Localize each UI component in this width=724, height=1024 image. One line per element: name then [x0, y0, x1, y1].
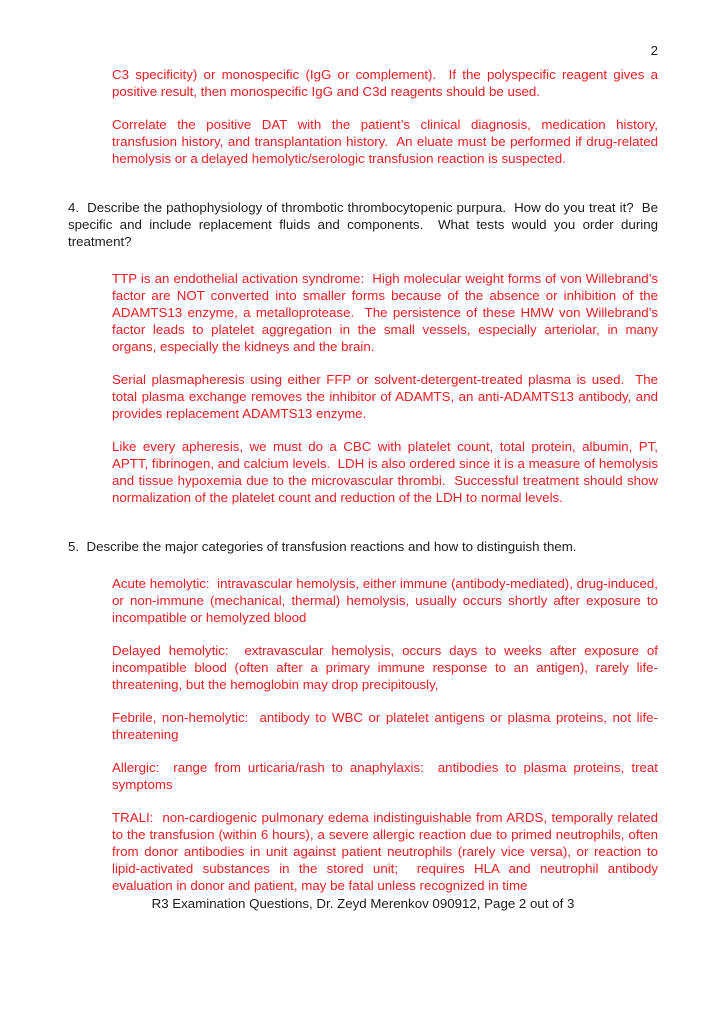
answer-ttp-pathophysiology: TTP is an endothelial activation syndrome: High molecular weight forms of von Willebrand’s factor are NOT converted into smaller forms because of the absence or inhibition of the ADAMTS13 enzyme, a metalloprotease. The persistence of these HMW von Willebrand’s factor leads to platelet aggregation in the small vessels, especially arteriolar, in many organs, especially the kidneys and the brain. — [112, 271, 662, 354]
answer-correlate-dat: Correlate the positive DAT with the patient’s clinical diagnosis, medication history, transfusion history, and transplantation history. An eluate must be performed if drug-related hemolysis or a delayed hemolytic/serologic transfusion reaction is suspected. — [112, 117, 662, 166]
answer-febrile-non-hemolytic: Febrile, non-hemolytic: antibody to WBC or platelet antigens or plasma proteins, not life-threatening — [112, 710, 658, 742]
answer-plasmapheresis-treatment: Serial plasmapheresis using either FFP or solvent-detergent-treated plasma is used. The total plasma exchange removes the inhibitor of ADAMTS, an anti-ADAMTS13 antibody, and provides replacement ADAMTS13 enzyme. — [112, 372, 662, 421]
answer-c3-specificity: C3 specificity) or monospecific (IgG or complement). If the polyspecific reagent gives a positive result, then monospecific IgG and C3d reagents should be used. — [112, 67, 662, 99]
answer-trali: TRALI: non-cardiogenic pulmonary edema indistinguishable from ARDS, temporally related to the transfusion (within 6 hours), a severe allergic reaction due to primed neutrophils, often from donor antibodies in unit against patient neutrophils (rarely vice versa), or reaction to lipid-activated substances in the stored unit; requires HLA and neutrophil antibody evaluation in donor and patient, may be fatal unless recognized in time — [112, 810, 662, 893]
question-4-ttp: 4. Describe the pathophysiology of thrombotic thrombocytopenic purpura. How do you treat it? Be specific and include replacement fluids and components. What tests would you order during treatment? — [68, 200, 662, 249]
question-5-transfusion-reactions: 5. Describe the major categories of transfusion reactions and how to distinguish them. — [68, 539, 577, 554]
page-content — [68, 66, 662, 912]
page-number: 2 — [650, 43, 658, 58]
answer-delayed-hemolytic: Delayed hemolytic: extravascular hemolysis, occurs days to weeks after exposure of incompatible blood (often after a primary immune response to an antigen), rarely life-threatening, but the hemoglobin may drop precipitously, — [112, 643, 662, 692]
answer-allergic: Allergic: range from urticaria/rash to anaphylaxis: antibodies to plasma proteins, treat symptoms — [112, 760, 662, 792]
footer-line: R3 Examination Questions, Dr. Zeyd Merenkov 090912, Page 2 out of 3 — [151, 896, 575, 911]
answer-apheresis-lab-tests: Like every apheresis, we must do a CBC with platelet count, total protein, albumin, PT, APTT, fibrinogen, and calcium levels. LDH is also ordered since it is a measure of hemolysis and tissue hypoxemia due to the microvascular thrombi. Successful treatment should show normalization of the platelet count and reduction of the LDH to normal levels. — [112, 439, 662, 505]
answer-acute-hemolytic: Acute hemolytic: intravascular hemolysis, either immune (antibody-mediated), drug-induced, or non-immune (mechanical, thermal) hemolysis, usually occurs shortly after exposure to incompatible or hemolyzed blood — [112, 576, 662, 625]
